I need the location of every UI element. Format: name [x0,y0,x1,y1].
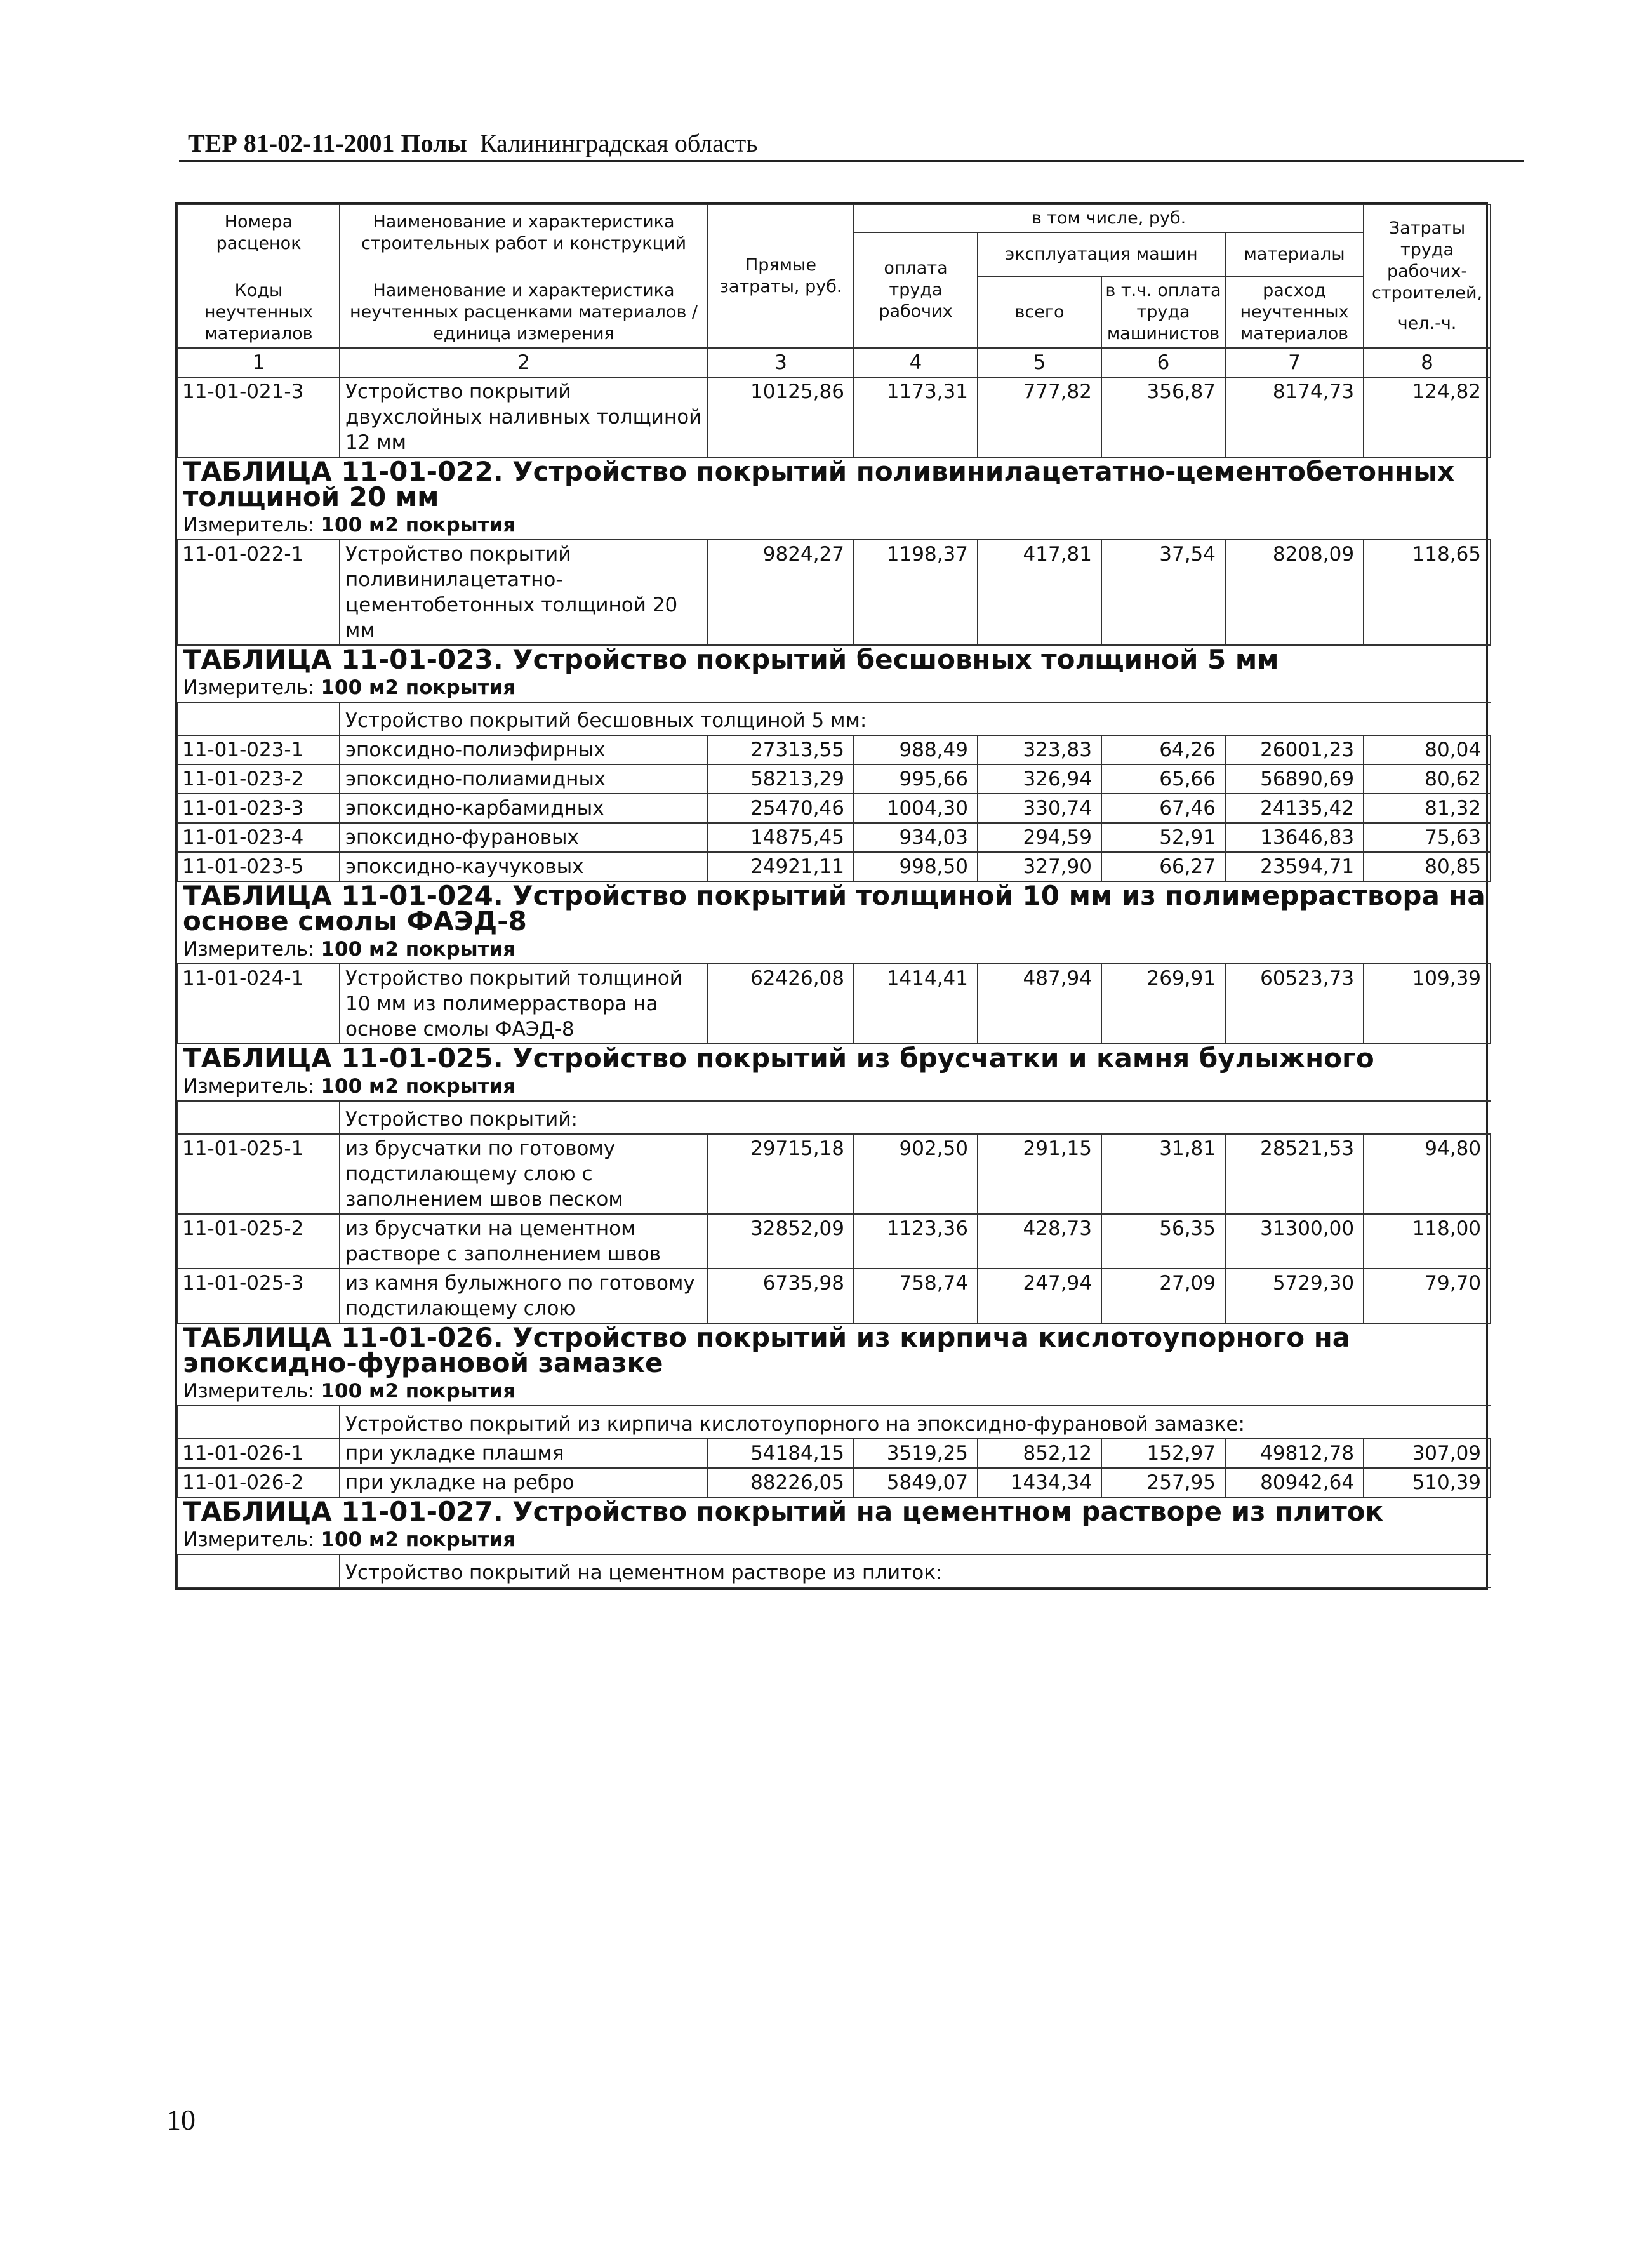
header-machines: эксплуатация машин [978,232,1225,277]
direct-costs: 27313,55 [708,735,854,764]
header-materials: материалы [1225,232,1364,277]
table-title-row [178,1323,1491,1377]
table-row [178,1134,1491,1214]
rate-code: 11-01-023-5 [178,852,340,881]
materials: 28521,53 [1225,1134,1364,1214]
direct-costs: 10125,86 [708,377,854,457]
work-name: Устройство покрытий двухслойных наливных толщиной 12 мм [340,377,708,457]
labor: 80,62 [1364,764,1491,794]
machines-all: 777,82 [978,377,1101,457]
materials: 8174,73 [1225,377,1364,457]
wage: 934,03 [854,823,978,852]
measure-unit-row [178,935,1491,964]
wage: 902,50 [854,1134,978,1214]
labor: 109,39 [1364,964,1491,1044]
rate-code: 11-01-026-1 [178,1439,340,1468]
rate-code: 11-01-023-4 [178,823,340,852]
materials: 24135,42 [1225,794,1364,823]
measure-unit: 100 м2 покрытия [321,1075,516,1098]
table-title: ТАБЛИЦА 11-01-023. Устройство покрытий бесшовных толщиной 5 мм [178,645,1491,674]
rate-code: 11-01-025-2 [178,1214,340,1269]
work-name: эпоксидно-карбамидных [340,794,708,823]
wage: 1123,36 [854,1214,978,1269]
machines-all: 330,74 [978,794,1101,823]
table-row [178,794,1491,823]
wage: 1173,31 [854,377,978,457]
work-name: эпоксидно-полиамидных [340,764,708,794]
measure-unit: 100 м2 покрытия [321,1380,516,1403]
header-row [178,204,1491,232]
machinist-wage: 67,46 [1101,794,1225,823]
direct-costs: 14875,45 [708,823,854,852]
measure-unit: 100 м2 покрытия [321,676,516,699]
machines-all: 487,94 [978,964,1101,1044]
table-row [178,852,1491,881]
measure-unit-row [178,1072,1491,1101]
labor: 118,00 [1364,1214,1491,1269]
work-name: при укладке плашмя [340,1439,708,1468]
direct-costs: 24921,11 [708,852,854,881]
materials: 13646,83 [1225,823,1364,852]
table-title: ТАБЛИЦА 11-01-027. Устройство покрытий на цементном растворе из плиток [178,1497,1491,1526]
table-title: ТАБЛИЦА 11-01-024. Устройство покрытий толщиной 10 мм из полимерраствора на основе смолы ФАЭД-8 [178,881,1491,935]
rate-code: 11-01-022-1 [178,540,340,645]
wage: 988,49 [854,735,978,764]
header-wage: оплата труда рабочих [854,232,978,348]
wage: 758,74 [854,1269,978,1323]
table-title-row [178,1497,1491,1526]
direct-costs: 9824,27 [708,540,854,645]
materials: 80942,64 [1225,1468,1364,1497]
group-intro-row [178,1554,1491,1587]
rate-code: 11-01-023-1 [178,735,340,764]
machines-all: 294,59 [978,823,1101,852]
labor: 81,32 [1364,794,1491,823]
column-numbers-row: 1 2 3 4 5 6 7 8 [178,348,1491,377]
labor: 307,09 [1364,1439,1491,1468]
table-row [178,1269,1491,1323]
direct-costs: 58213,29 [708,764,854,794]
rate-code: 11-01-025-3 [178,1269,340,1323]
header-direct-costs: Прямые затраты, руб. [708,204,854,348]
work-name: при укладке на ребро [340,1468,708,1497]
machinist-wage: 31,81 [1101,1134,1225,1214]
table-title-row [178,645,1491,674]
measure-unit: 100 м2 покрытия [321,938,516,961]
header-all: всего [978,277,1101,348]
table-row [178,964,1491,1044]
machines-all: 417,81 [978,540,1101,645]
rate-code: 11-01-023-2 [178,764,340,794]
wage: 1414,41 [854,964,978,1044]
machinist-wage: 27,09 [1101,1269,1225,1323]
labor: 75,63 [1364,823,1491,852]
work-name: из брусчатки по готовому подстилающему слою с заполнением швов песком [340,1134,708,1214]
direct-costs: 6735,98 [708,1269,854,1323]
table-row [178,1439,1491,1468]
table-title-row [178,1044,1491,1072]
machinist-wage: 65,66 [1101,764,1225,794]
measure-unit-row [178,674,1491,702]
work-name: Устройство покрытий толщиной 10 мм из полимерраствора на основе смолы ФАЭД-8 [340,964,708,1044]
measure-unit-row [178,1526,1491,1554]
table-title-row [178,881,1491,935]
group-intro: Устройство покрытий на цементном растворе из плиток: [340,1554,1491,1587]
header-labor: Затраты труда рабочих-строителей, чел.-ч. [1364,204,1491,348]
table-row [178,823,1491,852]
labor: 80,04 [1364,735,1491,764]
table-row [178,540,1491,645]
measure-label: Измеритель: [183,1528,315,1551]
materials: 8208,09 [1225,540,1364,645]
materials: 5729,30 [1225,1269,1364,1323]
group-intro: Устройство покрытий: [340,1101,1491,1134]
measure-label: Измеритель: [183,1380,315,1403]
table-row [178,1214,1491,1269]
machinist-wage: 356,87 [1101,377,1225,457]
measure-unit-row [178,511,1491,540]
measure-unit: 100 м2 покрытия [321,1528,516,1551]
wage: 1198,37 [854,540,978,645]
machines-all: 326,94 [978,764,1101,794]
table-row [178,735,1491,764]
machines-all: 291,15 [978,1134,1101,1214]
rate-code: 11-01-026-2 [178,1468,340,1497]
document-code: ТЕР 81-02-11-2001 Полы [188,129,467,157]
work-name: эпоксидно-каучуковых [340,852,708,881]
machinist-wage: 56,35 [1101,1214,1225,1269]
wage: 3519,25 [854,1439,978,1468]
group-intro: Устройство покрытий бесшовных толщиной 5 мм: [340,702,1491,735]
table-title: ТАБЛИЦА 11-01-022. Устройство покрытий поливинилацетатно-цементобетонных толщиной 20 мм [178,457,1491,511]
machinist-wage: 269,91 [1101,964,1225,1044]
machines-all: 852,12 [978,1439,1101,1468]
machinist-wage: 152,97 [1101,1439,1225,1468]
work-name: Устройство покрытий поливинилацетатно-цементобетонных толщиной 20 мм [340,540,708,645]
direct-costs: 25470,46 [708,794,854,823]
header-including: в том числе, руб. [854,204,1364,232]
table-row [178,377,1491,457]
table-title: ТАБЛИЦА 11-01-026. Устройство покрытий из кирпича кислотоупорного на эпоксидно-фурановой замазке [178,1323,1491,1377]
machines-all: 247,94 [978,1269,1101,1323]
materials: 26001,23 [1225,735,1364,764]
region-name: Калининградская область [479,129,758,157]
materials: 31300,00 [1225,1214,1364,1269]
group-intro-row [178,1101,1491,1134]
wage: 1004,30 [854,794,978,823]
price-table-sheet [175,202,1488,1590]
group-intro-row [178,1406,1491,1439]
header-name: Наименование и характеристика строительных работ и конструкций Наименование и характеристика неучтенных расценками материалов / единица измерения [340,204,708,348]
measure-unit: 100 м2 покрытия [321,514,516,537]
wage: 995,66 [854,764,978,794]
labor: 118,65 [1364,540,1491,645]
page-header [188,128,757,158]
machinist-wage: 64,26 [1101,735,1225,764]
rate-code: 11-01-025-1 [178,1134,340,1214]
header-unaccounted-materials: расход неучтенных материалов [1225,277,1364,348]
wage: 998,50 [854,852,978,881]
price-table [177,204,1491,1588]
header-rule [179,160,1524,162]
direct-costs: 29715,18 [708,1134,854,1214]
machines-all: 1434,34 [978,1468,1101,1497]
rate-code: 11-01-023-3 [178,794,340,823]
labor: 79,70 [1364,1269,1491,1323]
work-name: из брусчатки на цементном растворе с заполнением швов [340,1214,708,1269]
work-name: эпоксидно-полиэфирных [340,735,708,764]
table-row [178,764,1491,794]
machinist-wage: 37,54 [1101,540,1225,645]
machinist-wage: 66,27 [1101,852,1225,881]
machines-all: 428,73 [978,1214,1101,1269]
machinist-wage: 257,95 [1101,1468,1225,1497]
rate-code: 11-01-021-3 [178,377,340,457]
wage: 5849,07 [854,1468,978,1497]
machinist-wage: 52,91 [1101,823,1225,852]
table-title: ТАБЛИЦА 11-01-025. Устройство покрытий из брусчатки и камня булыжного [178,1044,1491,1072]
labor: 124,82 [1364,377,1491,457]
page-number: 10 [166,2104,196,2136]
labor: 80,85 [1364,852,1491,881]
group-intro-row [178,702,1491,735]
direct-costs: 62426,08 [708,964,854,1044]
direct-costs: 54184,15 [708,1439,854,1468]
materials: 49812,78 [1225,1439,1364,1468]
machines-all: 323,83 [978,735,1101,764]
measure-label: Измеритель: [183,676,315,699]
table-title-row [178,457,1491,511]
header-codes: Номера расценок Коды неучтенных материалов [178,204,340,348]
measure-label: Измеритель: [183,938,315,961]
work-name: из камня булыжного по готовому подстилающему слою [340,1269,708,1323]
materials: 56890,69 [1225,764,1364,794]
materials: 60523,73 [1225,964,1364,1044]
rate-code: 11-01-024-1 [178,964,340,1044]
measure-unit-row [178,1377,1491,1406]
measure-label: Измеритель: [183,514,315,537]
work-name: эпоксидно-фурановых [340,823,708,852]
direct-costs: 88226,05 [708,1468,854,1497]
direct-costs: 32852,09 [708,1214,854,1269]
machines-all: 327,90 [978,852,1101,881]
materials: 23594,71 [1225,852,1364,881]
header-machinist-wage: в т.ч. оплата труда машинистов [1101,277,1225,348]
table-row [178,1468,1491,1497]
labor: 510,39 [1364,1468,1491,1497]
measure-label: Измеритель: [183,1075,315,1098]
group-intro: Устройство покрытий из кирпича кислотоупорного на эпоксидно-фурановой замазке: [340,1406,1491,1439]
labor: 94,80 [1364,1134,1491,1214]
